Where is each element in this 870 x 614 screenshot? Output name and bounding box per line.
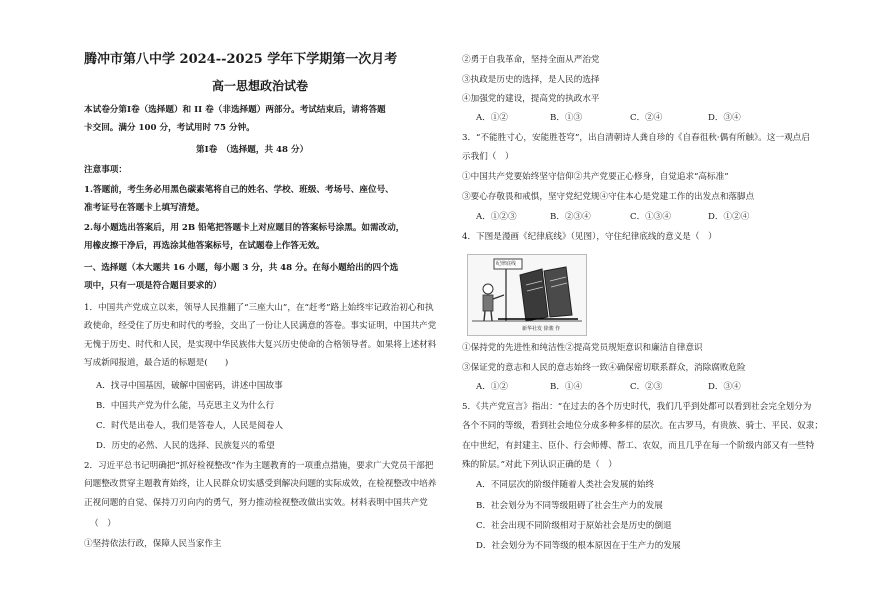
q3-option-c: C．①③④ <box>630 212 671 222</box>
q3-item-1: ①中国共产党要始终坚守信仰②共产党要正心修身，自觉追求“高标准” <box>462 172 729 182</box>
q2-option-a: A．①② <box>476 113 508 123</box>
q4-options <box>476 381 741 393</box>
section1-title: 第Ⅰ卷 （选择题，共 48 分） <box>196 145 309 155</box>
q2-stem-1: 2．习近平总书记明确把“抓好检视整改”作为主题教育的一项重点措施，要求广大党员干部把 <box>84 461 434 471</box>
cartoon-illustration <box>468 255 586 335</box>
notes-title: 注意事项： <box>84 165 127 175</box>
q1-stem-4: 写成新闻报道，最合适的标题是( ) <box>84 358 229 368</box>
q4-item-1: ①保持党的先进性和纯洁性②提高党员规矩意识和廉洁自律意识 <box>462 343 703 353</box>
q2-option-d: D．③④ <box>708 113 741 123</box>
q4-item-2: ③保证党的意志和人民的意志始终一致④确保密切联系群众，消除腐败危险 <box>462 363 746 373</box>
exam-subtitle: 高一思想政治试卷 <box>212 79 309 93</box>
intro-line-2: 卡交回。满分 100 分，考试用时 75 分钟。 <box>84 123 255 133</box>
q2-item-4: ④加强党的建设，提高党的执政水平 <box>462 94 600 104</box>
q1-stem-1: 1．中国共产党成立以来，领导人民推翻了“三座大山”，在“赶考”路上始终牢记政治初心和执 <box>84 303 434 313</box>
q2-stem-3: 正视问题的自觉、保持刀刃向内的勇气，努力推动检视整改做出实效。材料表明中国共产党 <box>84 498 428 508</box>
q3-options <box>476 211 749 223</box>
note-line-2: 准考证号在答题卡上填写清楚。 <box>84 203 205 213</box>
part1-line-2: 项中，只有一项是符合题目要求的） <box>84 281 222 291</box>
q3-item-2: ③要心存敬畏和戒惧，坚守党纪党规④守住本心是党建工作的出发点和落脚点 <box>462 192 755 202</box>
cartoon-caption: 新华社发 徐骏 作 <box>522 326 561 332</box>
q3-stem-1: 3．“不能胜寸心，安能胜苍穹”，出自清朝诗人龚自珍的《自春徂秋·偶有所触》。这一观点启 <box>462 133 810 143</box>
note-line-4: 用橡皮擦干净后，再选涂其他答案标号，在试题卷上作答无效。 <box>84 241 325 251</box>
q5-stem-4: 殊的阶层。”对此下列认识正确的是（ ） <box>462 460 617 470</box>
q5-stem-2: 各个不同的等级，看到社会地位分成多种多样的层次。在古罗马，有贵族、骑士、平民、奴隶； <box>462 421 823 431</box>
q1-option-a: A．找寻中国基因，破解中国密码，讲述中国故事 <box>96 381 283 391</box>
q1-option-d: D．历史的必然、人民的选择、民族复兴的希望 <box>96 441 275 451</box>
q4-option-b: B．①④ <box>550 382 583 392</box>
q5-stem-3: 在中世纪，有封建主、臣仆、行会师傅、帮工、农奴，而且几乎在每一个阶级内部又有一些特 <box>462 441 815 451</box>
q5-option-b: B．社会划分为不同等级阻碍了社会生产力的发展 <box>476 501 663 511</box>
q1-stem-2: 政使命，经受住了历史和时代的考验，交出了一份让人民满意的答卷。事实证明，中国共产党 <box>84 321 437 331</box>
q3-option-b: B．②③④ <box>550 212 591 222</box>
q2-stem-2: 问题整改贯穿主题教育始终，让人民群众切实感受到解决问题的实际成效，在检视整改中培养 <box>84 479 437 489</box>
part1-line-1: 一、选择题（本大题共 16 小题，每小题 3 分，共 48 分。在每小题给出的四个选 <box>84 263 399 273</box>
q5-option-d: D．社会划分为不同等级的根本原因在于生产力的发展 <box>476 541 681 551</box>
q4-option-c: C．②③ <box>630 382 663 392</box>
q1-stem-3: 无愧于历史、时代和人民，是实现中华民族伟大复兴历史使命的合格领导者。如果将上述材料 <box>84 340 437 350</box>
exam-title: 腾冲市第八中学 2024--2025 学年下学期第一次月考 <box>84 52 398 67</box>
q3-option-d: D．①②④ <box>708 212 750 222</box>
cartoon-label: 纪律底线 <box>496 261 517 267</box>
note-line-3: 2.每小题选出答案后，用 2B 铅笔把答题卡上对应题目的答案标号涂黑。如需改动， <box>84 223 405 233</box>
q2-stem-4: （ ） <box>90 519 116 529</box>
q4-option-a: A．①② <box>476 382 508 392</box>
q4-stem: 4．下图是漫画《纪律底线》（见图），守住纪律底线的意义是（ ） <box>462 232 717 242</box>
q3-option-a: A．①②③ <box>476 212 517 222</box>
q5-stem-1: 5．《共产党宣言》指出：“在过去的各个历史时代，我们几乎到处都可以看到社会完全划分为 <box>462 402 812 412</box>
q2-item-3: ③执政是历史的选择，是人民的选择 <box>462 75 600 85</box>
q2-options <box>476 112 741 124</box>
q3-stem-2: 示我们（ ） <box>462 152 514 162</box>
q1-option-c: C．时代是出卷人，我们是答卷人，人民是阅卷人 <box>96 421 284 431</box>
q2-item-1: ①坚持依法行政，保障人民当家作主 <box>84 539 222 549</box>
q4-option-d: D．③④ <box>708 382 741 392</box>
note-line-1: 1.答题前，考生务必用黑色碳素笔将自己的姓名、学校、班级、考场号、座位号、 <box>84 185 394 195</box>
intro-line-1: 本试卷分第Ⅰ卷（选择题）和 II 卷（非选择题）两部分。考试结束后，请将答题 <box>84 105 386 115</box>
discipline-cartoon <box>467 254 587 336</box>
q5-option-c: C．社会出现不同阶级相对于原始社会是历史的倒退 <box>476 521 672 531</box>
q2-option-b: B．①③ <box>550 113 583 123</box>
q2-item-2: ②勇于自我革命，坚持全面从严治党 <box>462 55 600 65</box>
q5-option-a: A．不同层次的阶级伴随着人类社会发展的始终 <box>476 480 655 490</box>
q1-option-b: B．中国共产党为什么能，马克思主义为什么行 <box>96 401 275 411</box>
q2-option-c: C．②④ <box>630 113 663 123</box>
